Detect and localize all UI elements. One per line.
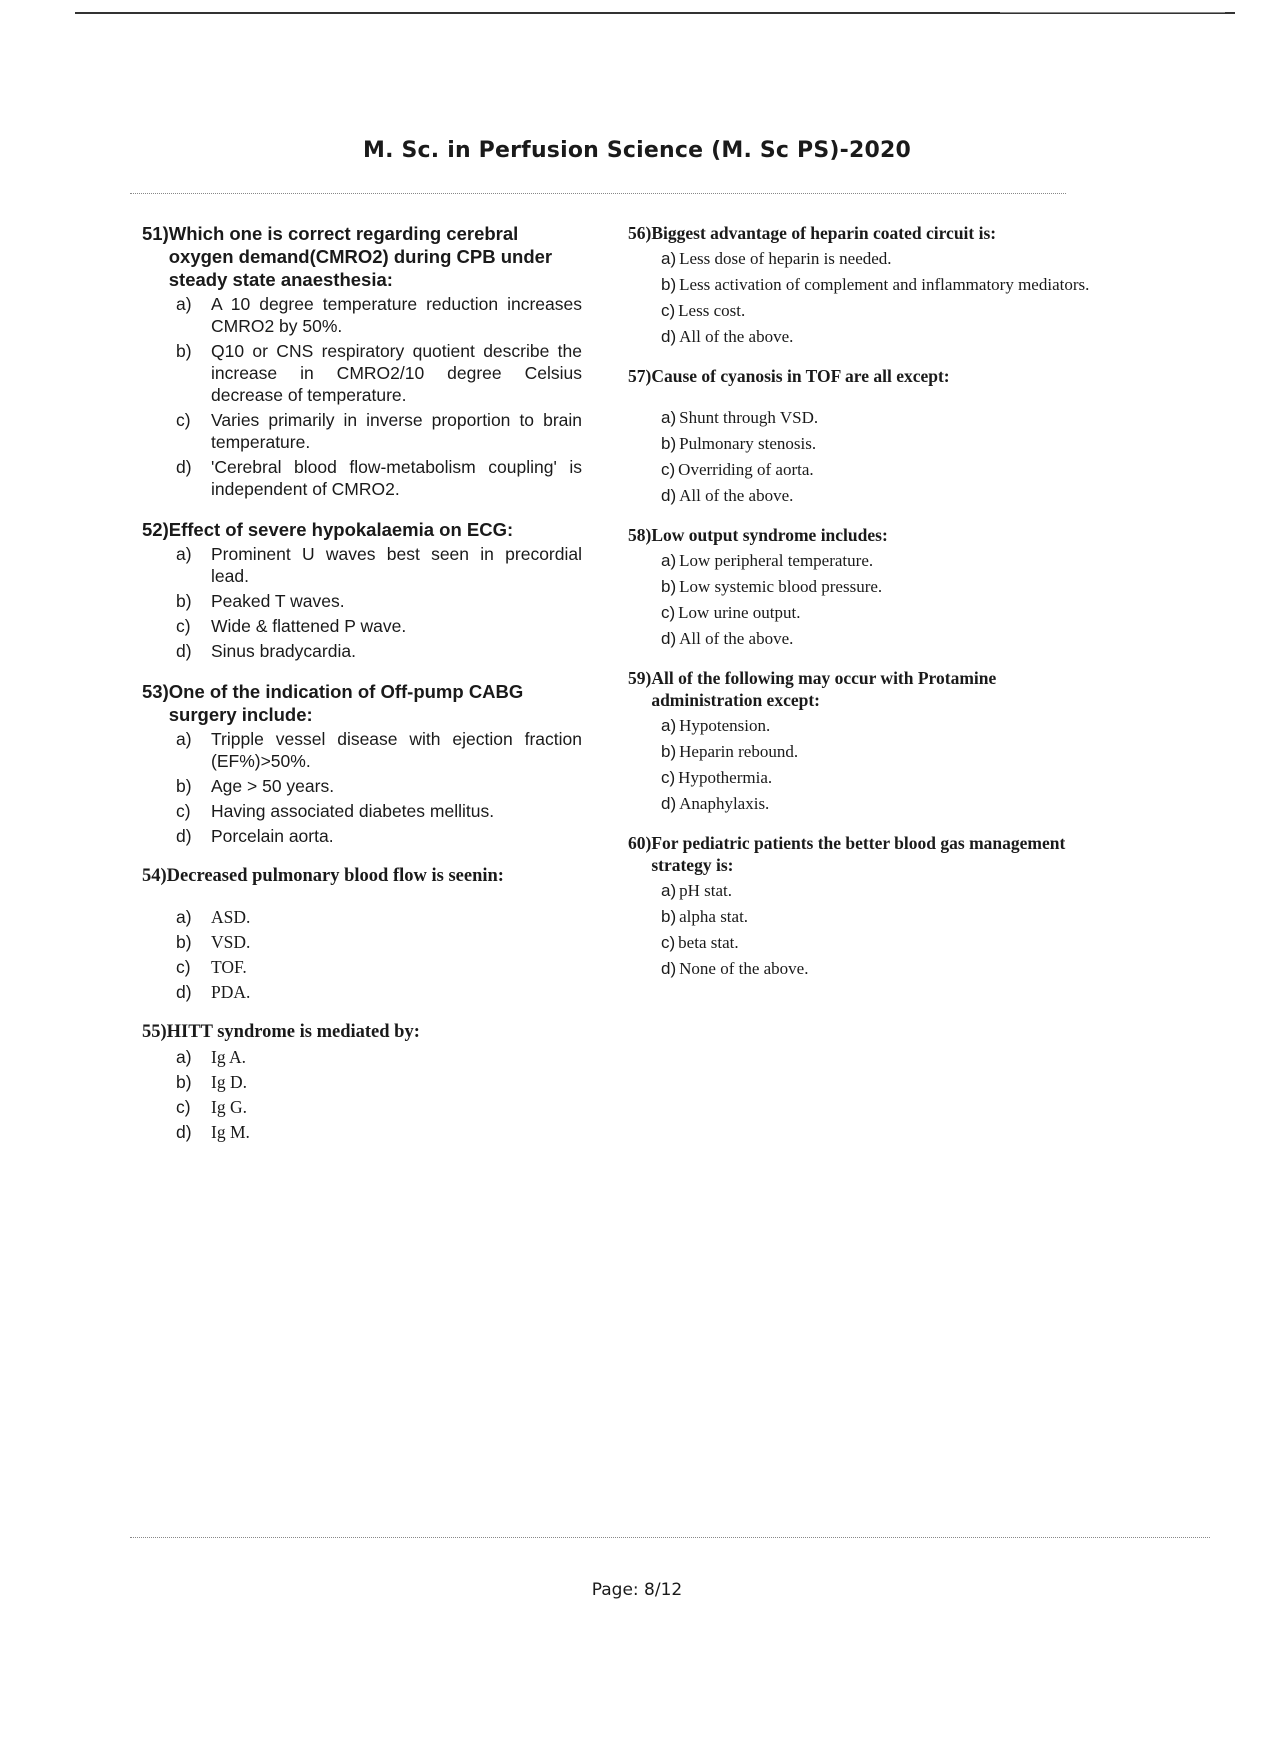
option-c: c) Ig G. <box>176 1097 247 1117</box>
question-number: 58) <box>628 525 652 545</box>
option-a: a) Hypotension. <box>661 716 771 735</box>
question-number: 60) <box>628 833 652 853</box>
question-53 <box>142 680 582 847</box>
option-d: d) None of the above. <box>661 959 809 978</box>
question-text: For pediatric patients the better blood gas management strategy is: <box>651 833 1066 875</box>
left-column <box>142 222 582 1161</box>
question-text: All of the following may occur with Protamine administration except: <box>651 668 997 710</box>
right-column <box>628 222 1098 997</box>
question-number: 52) <box>142 519 169 540</box>
footer-divider <box>130 1537 1210 1538</box>
page-number: Page: 8/12 <box>591 1580 683 1600</box>
question-58 <box>628 524 1098 649</box>
option-d: d) Ig M. <box>176 1122 250 1142</box>
option-d: d) All of the above. <box>661 486 794 505</box>
option-c: c) Overriding of aorta. <box>661 460 814 479</box>
option-b: b) VSD. <box>176 932 251 952</box>
option-d: d) All of the above. <box>661 327 794 346</box>
option-c: c) Low urine output. <box>661 603 801 622</box>
top-rule-extension <box>1000 12 1225 13</box>
option-c: c) Hypothermia. <box>661 768 773 787</box>
question-number: 54) <box>142 866 167 886</box>
option-a: a) Low peripheral temperature. <box>661 551 874 570</box>
option-a: a) Prominent U waves best seen in precordial lead. <box>176 544 582 586</box>
option-a: a) pH stat. <box>661 881 733 900</box>
question-text: Low output syndrome includes: <box>651 525 888 545</box>
question-54 <box>142 865 582 1003</box>
option-a: a) Shunt through VSD. <box>661 408 819 427</box>
question-text: Decreased pulmonary blood flow is seenin: <box>166 866 504 886</box>
option-a: a) ASD. <box>176 907 251 927</box>
option-b: b) Less activation of complement and inflammatory mediators. <box>661 275 1090 294</box>
option-b: b) Peaked T waves. <box>176 591 345 611</box>
option-c: c) beta stat. <box>661 933 739 952</box>
option-a: a) Tripple vessel disease with ejection fraction (EF%)>50%. <box>176 729 582 771</box>
question-text: Effect of severe hypokalaemia on ECG: <box>168 519 514 540</box>
question-text: Which one is correct regarding cerebral oxygen demand(CMRO2) during CPB under steady state anaesthesia: <box>168 223 553 290</box>
option-b: b) alpha stat. <box>661 907 749 926</box>
option-b: b) Q10 or CNS respiratory quotient describe the increase in CMRO2/10 degree Celsius decrease of temperature. <box>176 341 582 405</box>
option-d: d) Sinus bradycardia. <box>176 641 356 661</box>
question-number: 57) <box>628 366 652 386</box>
option-c: c) Varies primarily in inverse proportion to brain temperature. <box>176 410 582 452</box>
page-title: M. Sc. in Perfusion Science (M. Sc PS)-2020 <box>363 138 911 163</box>
option-c: c) Less cost. <box>661 301 746 320</box>
question-text: Cause of cyanosis in TOF are all except: <box>651 366 950 386</box>
option-b: b) Ig D. <box>176 1072 247 1092</box>
option-c: c) Having associated diabetes mellitus. <box>176 801 495 821</box>
option-d: d) All of the above. <box>661 629 794 648</box>
option-c: c) Wide & flattened P wave. <box>176 616 407 636</box>
question-51 <box>142 222 582 500</box>
question-number: 51) <box>142 223 169 244</box>
header-divider <box>130 193 1066 194</box>
question-text: HITT syndrome is mediated by: <box>166 1022 420 1042</box>
option-a: a) A 10 degree temperature reduction increases CMRO2 by 50%. <box>176 294 582 336</box>
option-d: d) Anaphylaxis. <box>661 794 770 813</box>
question-56 <box>628 222 1098 347</box>
option-b: b) Heparin rebound. <box>661 742 799 761</box>
option-d: d) PDA. <box>176 982 251 1002</box>
option-a: a) Less dose of heparin is needed. <box>661 249 892 268</box>
question-number: 55) <box>142 1022 167 1042</box>
question-number: 59) <box>628 668 652 688</box>
question-57 <box>628 365 1098 506</box>
option-c: c) TOF. <box>176 957 247 977</box>
question-text: One of the indication of Off-pump CABG surgery include: <box>168 681 524 725</box>
question-55 <box>142 1021 582 1143</box>
question-number: 53) <box>142 681 169 702</box>
option-a: a) Ig A. <box>176 1047 246 1067</box>
option-b: b) Pulmonary stenosis. <box>661 434 817 453</box>
option-b: b) Age > 50 years. <box>176 776 335 796</box>
question-60 <box>628 832 1098 979</box>
option-d: d) Porcelain aorta. <box>176 826 334 846</box>
option-d: d) 'Cerebral blood flow-metabolism coupling' is independent of CMRO2. <box>176 457 582 499</box>
question-text: Biggest advantage of heparin coated circuit is: <box>651 223 997 243</box>
question-number: 56) <box>628 223 652 243</box>
question-52 <box>142 518 582 662</box>
option-b: b) Low systemic blood pressure. <box>661 577 883 596</box>
question-59 <box>628 667 1098 814</box>
